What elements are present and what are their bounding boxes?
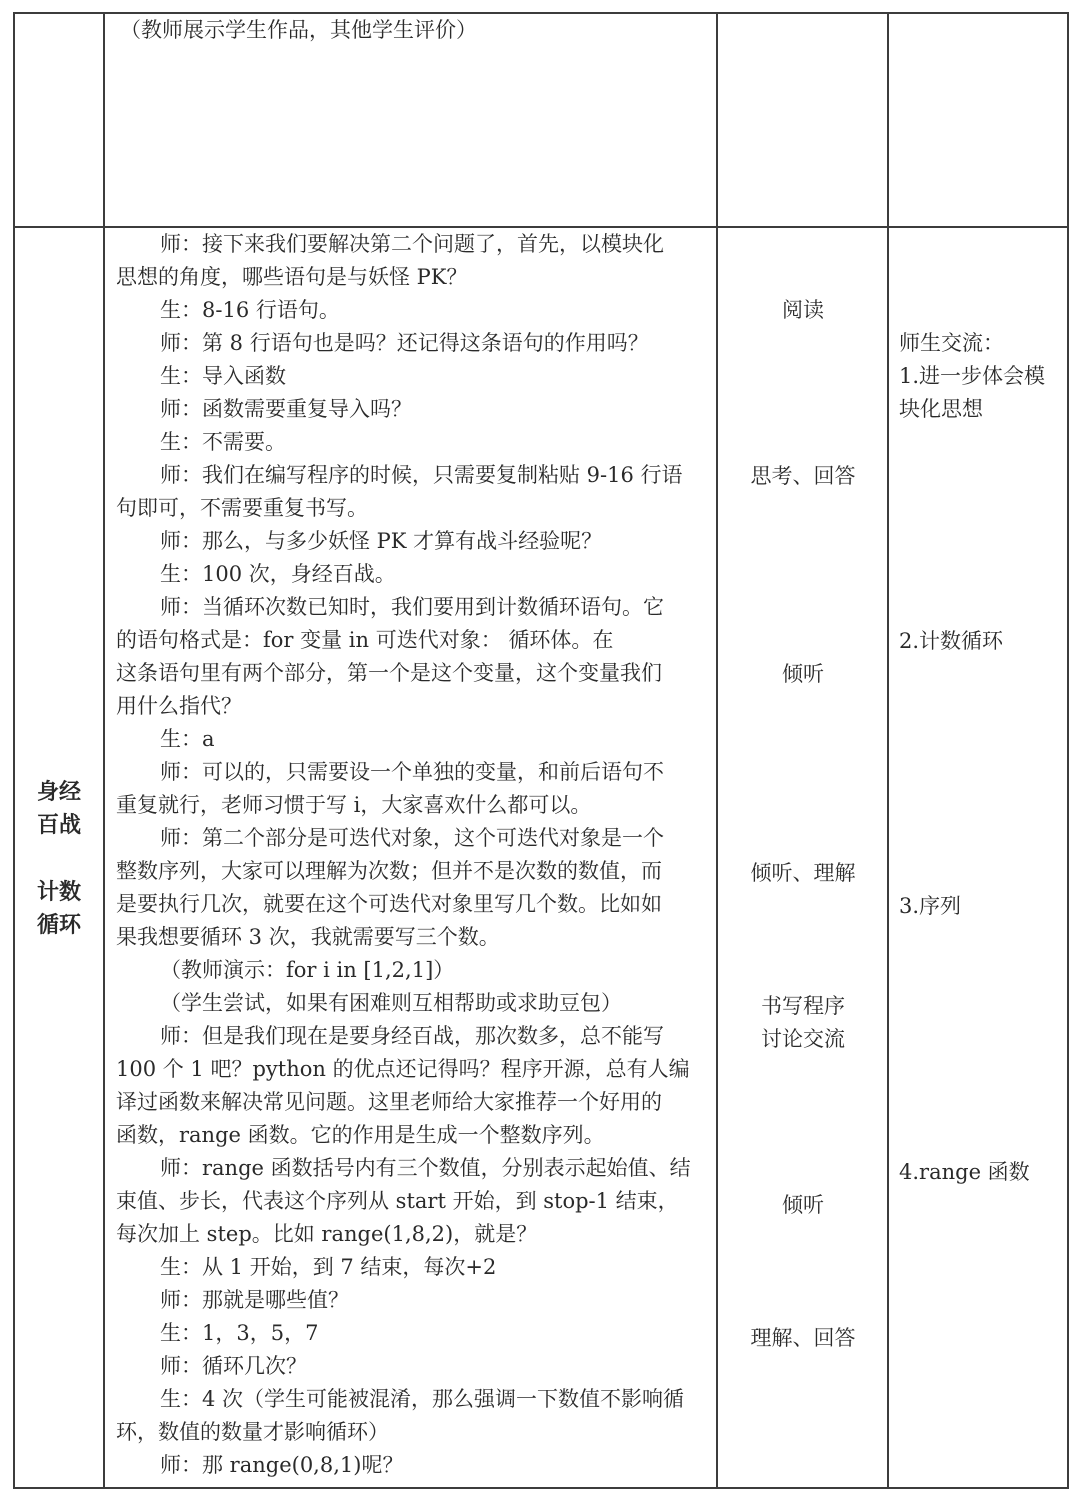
dialog-line: 生：100 次，身经百战。 xyxy=(160,562,396,586)
student-activity-4: 倾听、理解 xyxy=(750,861,856,885)
design-note-4: 4.range 函数 xyxy=(899,1160,1030,1184)
column-divider-3 xyxy=(887,12,889,1489)
section-label-line-2: 百战 xyxy=(36,813,81,838)
design-note-3: 3.序列 xyxy=(899,894,962,918)
dialog-line: 这条语句里有两个部分，第一个是这个变量，这个变量我们 xyxy=(116,661,662,685)
table-bottom-border xyxy=(13,1487,1069,1489)
section-label-line-4: 循环 xyxy=(36,913,81,938)
dialog-line: 师：那 range(0,8,1)呢？ xyxy=(160,1453,404,1477)
dialog-line: 果我想要循环 3 次，我就需要写三个数。 xyxy=(116,925,500,949)
dialog-line: 句即可，不需要重复书写。 xyxy=(116,496,368,520)
dialog-line: 是要执行几次，就要在这个可迭代对象里写几个数。比如如 xyxy=(116,892,662,916)
student-activity-7: 理解、回答 xyxy=(750,1326,856,1350)
table-left-border xyxy=(13,12,15,1489)
dialog-line: 师：第二个部分是可迭代对象，这个可迭代对象是一个 xyxy=(160,826,664,850)
dialog-line: 师：那就是哪些值？ xyxy=(160,1288,349,1312)
dialog-line: 生：1，3，5，7 xyxy=(160,1321,319,1345)
dialog-line: 师：第 8 行语句也是吗？还记得这条语句的作用吗？ xyxy=(160,331,649,355)
student-activity-2: 思考、回答 xyxy=(750,464,856,488)
dialog-line: 师：我们在编写程序的时候，只需要复制粘贴 9-16 行语 xyxy=(160,463,683,487)
row1-content: （教师展示学生作品，其他学生评价） xyxy=(120,18,477,42)
dialog-line: 用什么指代？ xyxy=(116,694,242,718)
dialog-line: 生：不需要。 xyxy=(160,430,286,454)
dialog-line: 环，数值的数量才影响循环） xyxy=(116,1420,389,1444)
design-note-1-line-2: 1.进一步体会模 xyxy=(899,364,1046,388)
dialog-line: 师：接下来我们要解决第二个问题了，首先，以模块化 xyxy=(160,232,664,256)
dialog-line: （学生尝试，如果有困难则互相帮助或求助豆包） xyxy=(160,991,622,1015)
dialog-line: 师：当循环次数已知时，我们要用到计数循环语句。它 xyxy=(160,595,664,619)
dialog-line: 生：a xyxy=(160,727,215,751)
design-note-1-line-3: 块化思想 xyxy=(899,397,983,421)
student-activity-3: 倾听 xyxy=(782,662,824,686)
student-activity-5-line-1: 书写程序 xyxy=(761,994,845,1018)
dialog-line: 函数，range 函数。它的作用是生成一个整数序列。 xyxy=(116,1123,605,1147)
dialog-line: 的语句格式是：for 变量 in 可迭代对象： 循环体。在 xyxy=(116,628,614,652)
dialog-line: 每次加上 step。比如 range(1,8,2)，就是？ xyxy=(116,1222,538,1246)
teaching-dialog xyxy=(116,228,711,1482)
design-note-2: 2.计数循环 xyxy=(899,629,1004,653)
student-activity-5-line-2: 讨论交流 xyxy=(761,1027,845,1051)
dialog-line: 思想的角度，哪些语句是与妖怪 PK？ xyxy=(116,265,468,289)
section-label-line-3: 计数 xyxy=(36,880,81,905)
dialog-line: 师：那么，与多少妖怪 PK 才算有战斗经验呢？ xyxy=(160,529,603,553)
dialog-line: 生：从 1 开始，到 7 结束，每次+2 xyxy=(160,1255,497,1279)
dialog-line: 师：range 函数括号内有三个数值，分别表示起始值、结 xyxy=(160,1156,691,1180)
design-note-1-line-1: 师生交流： xyxy=(899,331,1004,355)
dialog-line: 生：8-16 行语句。 xyxy=(160,298,340,322)
dialog-line: 整数序列，大家可以理解为次数；但并不是次数的数值，而 xyxy=(116,859,662,883)
dialog-line: 束值、步长，代表这个序列从 start 开始，到 stop-1 结束， xyxy=(116,1189,679,1213)
dialog-line: 译过函数来解决常见问题。这里老师给大家推荐一个好用的 xyxy=(116,1090,662,1114)
column-divider-1 xyxy=(103,12,105,1489)
section-label-line-1: 身经 xyxy=(36,780,81,805)
dialog-line: 师：可以的，只需要设一个单独的变量，和前后语句不 xyxy=(160,760,664,784)
dialog-line: 生：导入函数 xyxy=(160,364,286,388)
student-activity-6: 倾听 xyxy=(782,1193,824,1217)
dialog-line: 师：但是我们现在是要身经百战，那次数多，总不能写 xyxy=(160,1024,664,1048)
dialog-line: 师：循环几次？ xyxy=(160,1354,307,1378)
student-activity-1: 阅读 xyxy=(782,298,824,322)
dialog-line: （教师演示：for i in [1,2,1]） xyxy=(160,958,455,982)
column-divider-2 xyxy=(716,12,718,1489)
dialog-line: 重复就行，老师习惯于写 i，大家喜欢什么都可以。 xyxy=(116,793,592,817)
table-right-border xyxy=(1067,12,1069,1489)
dialog-line: 师：函数需要重复导入吗？ xyxy=(160,397,412,421)
dialog-line: 100 个 1 吧？python 的优点还记得吗？程序开源，总有人编 xyxy=(116,1057,690,1081)
dialog-line: 生：4 次（学生可能被混淆，那么强调一下数值不影响循 xyxy=(160,1387,685,1411)
